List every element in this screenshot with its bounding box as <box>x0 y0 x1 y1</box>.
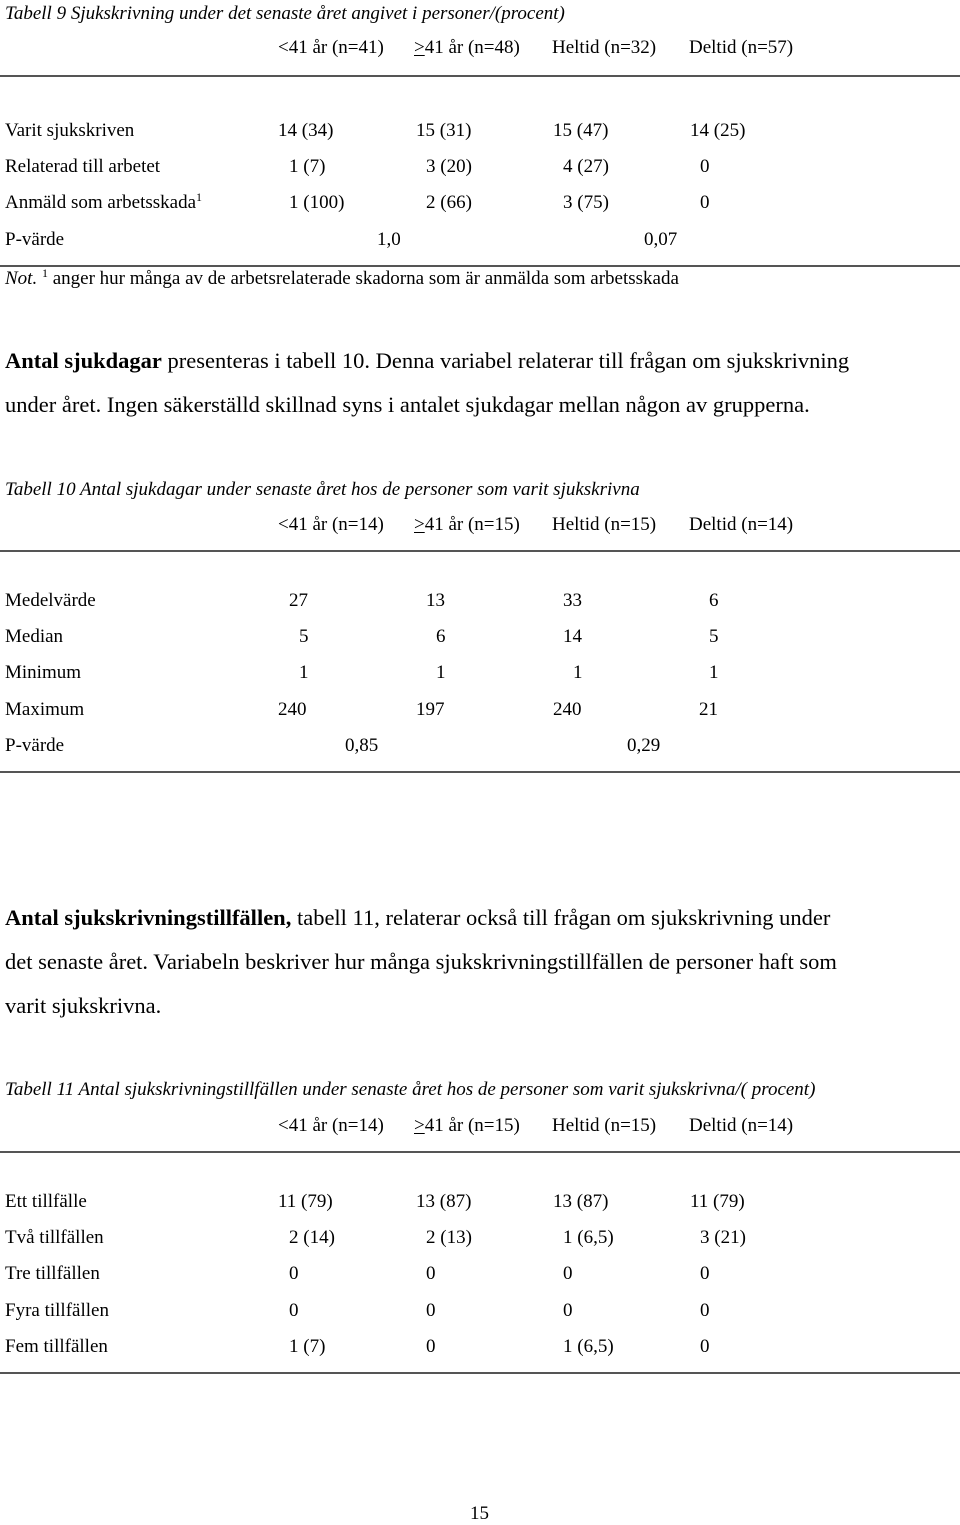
table10-header-heltid: Heltid (n=15) <box>552 514 657 535</box>
table9-cell: 3 (75) <box>563 192 609 213</box>
table10-cell: 1 <box>709 662 719 683</box>
table10-cell: 240 <box>553 699 582 720</box>
table9-cell: 0 <box>700 156 710 177</box>
table11-cell: 2 (14) <box>289 1227 335 1248</box>
table9-pvalue-age: 1,0 <box>377 229 401 250</box>
table11-cell: 0 <box>700 1300 710 1321</box>
table10-cell: 13 <box>426 590 445 611</box>
table10-cell: 240 <box>278 699 307 720</box>
table10-pvalue-label: P-värde <box>5 735 65 756</box>
table11-row-label: Fyra tillfällen <box>5 1300 109 1321</box>
table11-cell: 1 (7) <box>289 1336 326 1357</box>
table9-row-label: Varit sjukskriven <box>5 120 135 141</box>
table10-row-label: Maximum <box>5 699 85 720</box>
table11-caption: Tabell 11 Antal sjukskrivningstillfällen under senaste året hos de personer som varit sjukskrivna/( procent) <box>5 1079 816 1100</box>
table10-cell: 5 <box>299 626 309 647</box>
table10-header-deltid: Deltid (n=14) <box>689 514 794 535</box>
table9-cell: 1 (7) <box>289 156 326 177</box>
table9-note: Not. $^1$ anger hur många av de arbetsrelaterade skadorna som är anmälda som arbetsskada <box>5 266 679 289</box>
table9-cell: 1 (100) <box>289 192 345 213</box>
table10-header-under41: <41 år (n=14) <box>278 514 384 535</box>
table9-header-rule <box>0 75 960 77</box>
table11-cell: 3 (21) <box>700 1227 746 1248</box>
table10-header-rule <box>0 550 960 552</box>
table11-row-label: Två tillfällen <box>5 1227 104 1248</box>
table10-pvalue-age: 0,85 <box>345 735 379 756</box>
table11-cell: 0 <box>563 1263 573 1284</box>
table11-cell: 13 (87) <box>553 1191 609 1212</box>
table10-cell: 1 <box>299 662 309 683</box>
table11-cell: 1 (6,5) <box>563 1336 614 1357</box>
table10-cell: 21 <box>699 699 718 720</box>
table10-header-over41: >41 år (n=15) <box>414 514 520 535</box>
table9-row-label: Anmäld som arbetsskada$^1$ <box>5 190 203 213</box>
table11-cell: 0 <box>289 1263 299 1284</box>
table11-cell: 13 (87) <box>416 1191 472 1212</box>
table10-cell: 27 <box>289 590 308 611</box>
paragraph-sick-occasions-line3: varit sjukskrivna. <box>5 993 162 1018</box>
table10-bottom-rule <box>0 771 960 773</box>
table11-cell: 11 (79) <box>278 1191 333 1212</box>
table9-cell: 4 (27) <box>563 156 609 177</box>
table11-row-label: Tre tillfällen <box>5 1263 100 1284</box>
table11-cell: 0 <box>563 1300 573 1321</box>
table9-cell: 14 (25) <box>690 120 746 141</box>
table11-cell: 0 <box>700 1263 710 1284</box>
table11-row-label: Ett tillfälle <box>5 1191 87 1212</box>
table9-cell: 14 (34) <box>278 120 334 141</box>
table10-pvalue-employment: 0,29 <box>627 735 661 756</box>
table11-header-heltid: Heltid (n=15) <box>552 1115 657 1136</box>
table9-header-heltid: Heltid (n=32) <box>552 37 657 58</box>
table11-cell: 0 <box>700 1336 710 1357</box>
table10-cell: 14 <box>563 626 582 647</box>
paragraph-sick-occasions-line2: det senaste året. Variabeln beskriver hur många sjukskrivningstillfällen de personer haft som <box>5 949 837 974</box>
paragraph-sick-occasions-line1: Antal sjukskrivningstillfällen, tabell 11, relaterar också till frågan om sjukskrivning under <box>5 905 831 930</box>
table10-cell: 1 <box>573 662 583 683</box>
table9-cell: 3 (20) <box>426 156 472 177</box>
table11-cell: 11 (79) <box>690 1191 745 1212</box>
table10-row-label: Medelvärde <box>5 590 96 611</box>
table10-cell: 197 <box>416 699 445 720</box>
table11-header-under41: <41 år (n=14) <box>278 1115 384 1136</box>
table11-cell: 0 <box>426 1263 436 1284</box>
table10-cell: 1 <box>436 662 446 683</box>
table11-cell: 0 <box>426 1300 436 1321</box>
table9-pvalue-employment: 0,07 <box>644 229 678 250</box>
table9-pvalue-label: P-värde <box>5 229 65 250</box>
table9-cell: 15 (31) <box>416 120 472 141</box>
table9-bottom-rule <box>0 265 960 267</box>
table11-header-over41: >41 år (n=15) <box>414 1115 520 1136</box>
table10-row-label: Minimum <box>5 662 82 683</box>
paragraph-sick-days-line2: under året. Ingen säkerställd skillnad syns i antalet sjukdagar mellan någon av grupperna. <box>5 392 810 417</box>
footnote-marker: 1 <box>196 190 203 204</box>
table10-caption: Tabell 10 Antal sjukdagar under senaste året hos de personer som varit sjukskrivna <box>5 479 640 500</box>
table11-cell: 0 <box>289 1300 299 1321</box>
table11-cell: 0 <box>426 1336 436 1357</box>
table9-cell: 0 <box>700 192 710 213</box>
table11-cell: 1 (6,5) <box>563 1227 614 1248</box>
table9-caption: Tabell 9 Sjukskrivning under det senaste året angivet i personer/(procent) <box>5 3 565 24</box>
table10-row-label: Median <box>5 626 64 647</box>
paragraph-sick-days-line1: Antal sjukdagar presenteras i tabell 10. Denna variabel relaterar till frågan om sjukskrivning <box>5 348 850 373</box>
table11-bottom-rule <box>0 1372 960 1374</box>
table9-header-deltid: Deltid (n=57) <box>689 37 794 58</box>
table9-header-over41: >41 år (n=48) <box>414 37 520 58</box>
table10-cell: 6 <box>709 590 719 611</box>
table10-cell: 33 <box>563 590 582 611</box>
table11-cell: 2 (13) <box>426 1227 472 1248</box>
table9-header-under41: <41 år (n=41) <box>278 37 384 58</box>
table10-cell: 5 <box>709 626 719 647</box>
table11-header-rule <box>0 1151 960 1153</box>
table11-row-label: Fem tillfällen <box>5 1336 108 1357</box>
table9-cell: 2 (66) <box>426 192 472 213</box>
table9-cell: 15 (47) <box>553 120 609 141</box>
table10-cell: 6 <box>436 626 446 647</box>
table9-row-label: Relaterad till arbetet <box>5 156 161 177</box>
page-number: 15 <box>470 1503 489 1524</box>
table11-header-deltid: Deltid (n=14) <box>689 1115 794 1136</box>
